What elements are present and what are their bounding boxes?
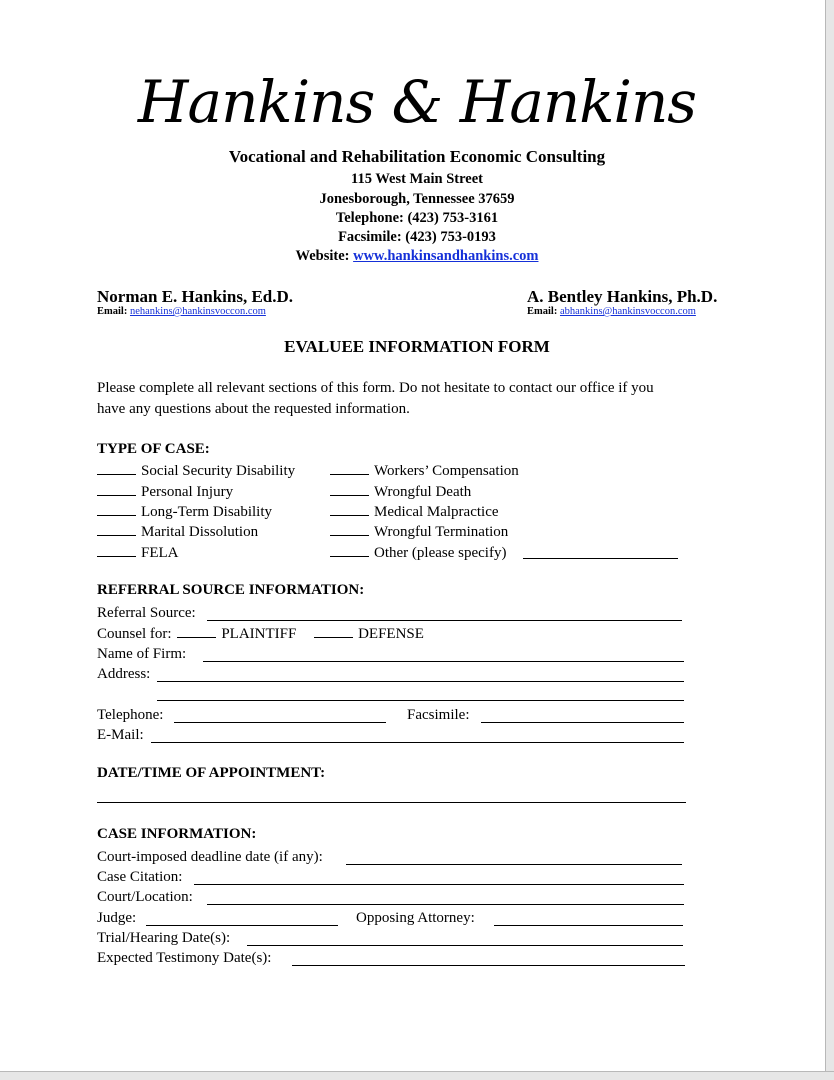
deadline-label: Court-imposed deadline date (if any):: [97, 849, 323, 865]
website-label: Website:: [295, 248, 350, 264]
person-right-email-link[interactable]: abhankins@hankinsvoccon.com: [559, 306, 696, 317]
testimony-label: Expected Testimony Date(s):: [97, 950, 272, 966]
address-street: 115 West Main Street: [351, 171, 483, 187]
other-specify-field[interactable]: [523, 558, 678, 559]
company-telephone: Telephone: (423) 753-3161: [335, 210, 499, 226]
company-subtitle: Vocational and Rehabilitation Economic Consulting: [228, 147, 606, 166]
case-option[interactable]: FELA: [97, 542, 179, 562]
person-left-email-link[interactable]: nehankins@hankinsvoccon.com: [129, 306, 266, 317]
trial-label: Trial/Hearing Date(s):: [97, 930, 231, 946]
case-option[interactable]: Wrongful Death: [330, 481, 471, 501]
checkbox-line[interactable]: [97, 521, 136, 536]
checkbox-line[interactable]: [97, 460, 136, 475]
firm-field[interactable]: [203, 661, 684, 662]
opposing-label: Opposing Attorney:: [356, 910, 475, 926]
defense-checkbox-line[interactable]: [314, 623, 353, 638]
window-edge-bottom: [0, 1071, 834, 1080]
checkbox-line[interactable]: [330, 521, 369, 536]
testimony-field[interactable]: [292, 965, 685, 966]
address-label: Address:: [97, 666, 151, 682]
email-field[interactable]: [151, 742, 684, 743]
counsel-for-row: [97, 623, 424, 643]
case-option[interactable]: Personal Injury: [97, 481, 233, 501]
checkbox-line[interactable]: [97, 542, 136, 557]
appointment-heading: DATE/TIME OF APPOINTMENT:: [97, 765, 326, 781]
case-option[interactable]: Marital Dissolution: [97, 521, 258, 541]
counsel-for-label: Counsel for:: [97, 626, 172, 642]
referral-source-field[interactable]: [207, 620, 682, 621]
plaintiff-label: PLAINTIFF: [221, 626, 297, 642]
address-field-1[interactable]: [157, 681, 684, 682]
appointment-field[interactable]: [97, 802, 686, 803]
checkbox-line[interactable]: [330, 460, 369, 475]
plaintiff-checkbox-line[interactable]: [177, 623, 216, 638]
case-option-other[interactable]: Other (please specify): [330, 542, 506, 562]
citation-field[interactable]: [194, 884, 684, 885]
case-option[interactable]: Social Security Disability: [97, 460, 295, 480]
case-option[interactable]: Wrongful Termination: [330, 521, 508, 541]
person-right-name: A. Bentley Hankins, Ph.D.: [527, 287, 718, 306]
intro-line-1: Please complete all relevant sections of this form. Do not hesitate to contact our office if you: [97, 380, 654, 396]
court-field[interactable]: [207, 904, 684, 905]
case-option[interactable]: Workers’ Compensation: [330, 460, 519, 480]
referral-source-label: Referral Source:: [97, 605, 196, 621]
checkbox-line[interactable]: [97, 481, 136, 496]
defense-label: DEFENSE: [358, 626, 424, 642]
person-left-email: [97, 306, 266, 317]
intro-line-2: have any questions about the requested information.: [97, 401, 410, 417]
firm-label: Name of Firm:: [97, 646, 187, 662]
checkbox-line[interactable]: [330, 542, 369, 557]
judge-label: Judge:: [97, 910, 137, 926]
person-right-email: [527, 306, 696, 317]
telephone-field[interactable]: [174, 722, 386, 723]
opposing-field[interactable]: [494, 925, 683, 926]
judge-field[interactable]: [146, 925, 338, 926]
trial-field[interactable]: [247, 945, 683, 946]
company-facsimile: Facsimile: (423) 753-0193: [338, 229, 496, 245]
company-logo: Hankins & Hankins: [137, 68, 697, 136]
facsimile-label: Facsimile:: [407, 707, 470, 723]
case-info-heading: CASE INFORMATION:: [97, 826, 257, 842]
checkbox-line[interactable]: [97, 501, 136, 516]
address-field-2[interactable]: [157, 700, 684, 701]
citation-label: Case Citation:: [97, 869, 183, 885]
person-left-name: Norman E. Hankins, Ed.D.: [97, 287, 294, 306]
website-link[interactable]: www.hankinsandhankins.com: [353, 248, 539, 264]
type-of-case-heading: TYPE OF CASE:: [97, 441, 210, 457]
court-label: Court/Location:: [97, 889, 193, 905]
checkbox-line[interactable]: [330, 501, 369, 516]
email-label: Email:: [97, 306, 128, 317]
address-city: Jonesborough, Tennessee 37659: [319, 191, 515, 207]
checkbox-line[interactable]: [330, 481, 369, 496]
deadline-field[interactable]: [346, 864, 682, 865]
referral-heading: REFERRAL SOURCE INFORMATION:: [97, 582, 365, 598]
case-option[interactable]: Medical Malpractice: [330, 501, 499, 521]
form-title: EVALUEE INFORMATION FORM: [284, 337, 550, 356]
case-option[interactable]: Long-Term Disability: [97, 501, 272, 521]
company-website: [0, 248, 834, 265]
facsimile-field[interactable]: [481, 722, 684, 723]
email-label: Email:: [527, 306, 558, 317]
email-label: E-Mail:: [97, 727, 144, 743]
telephone-label: Telephone:: [97, 707, 164, 723]
